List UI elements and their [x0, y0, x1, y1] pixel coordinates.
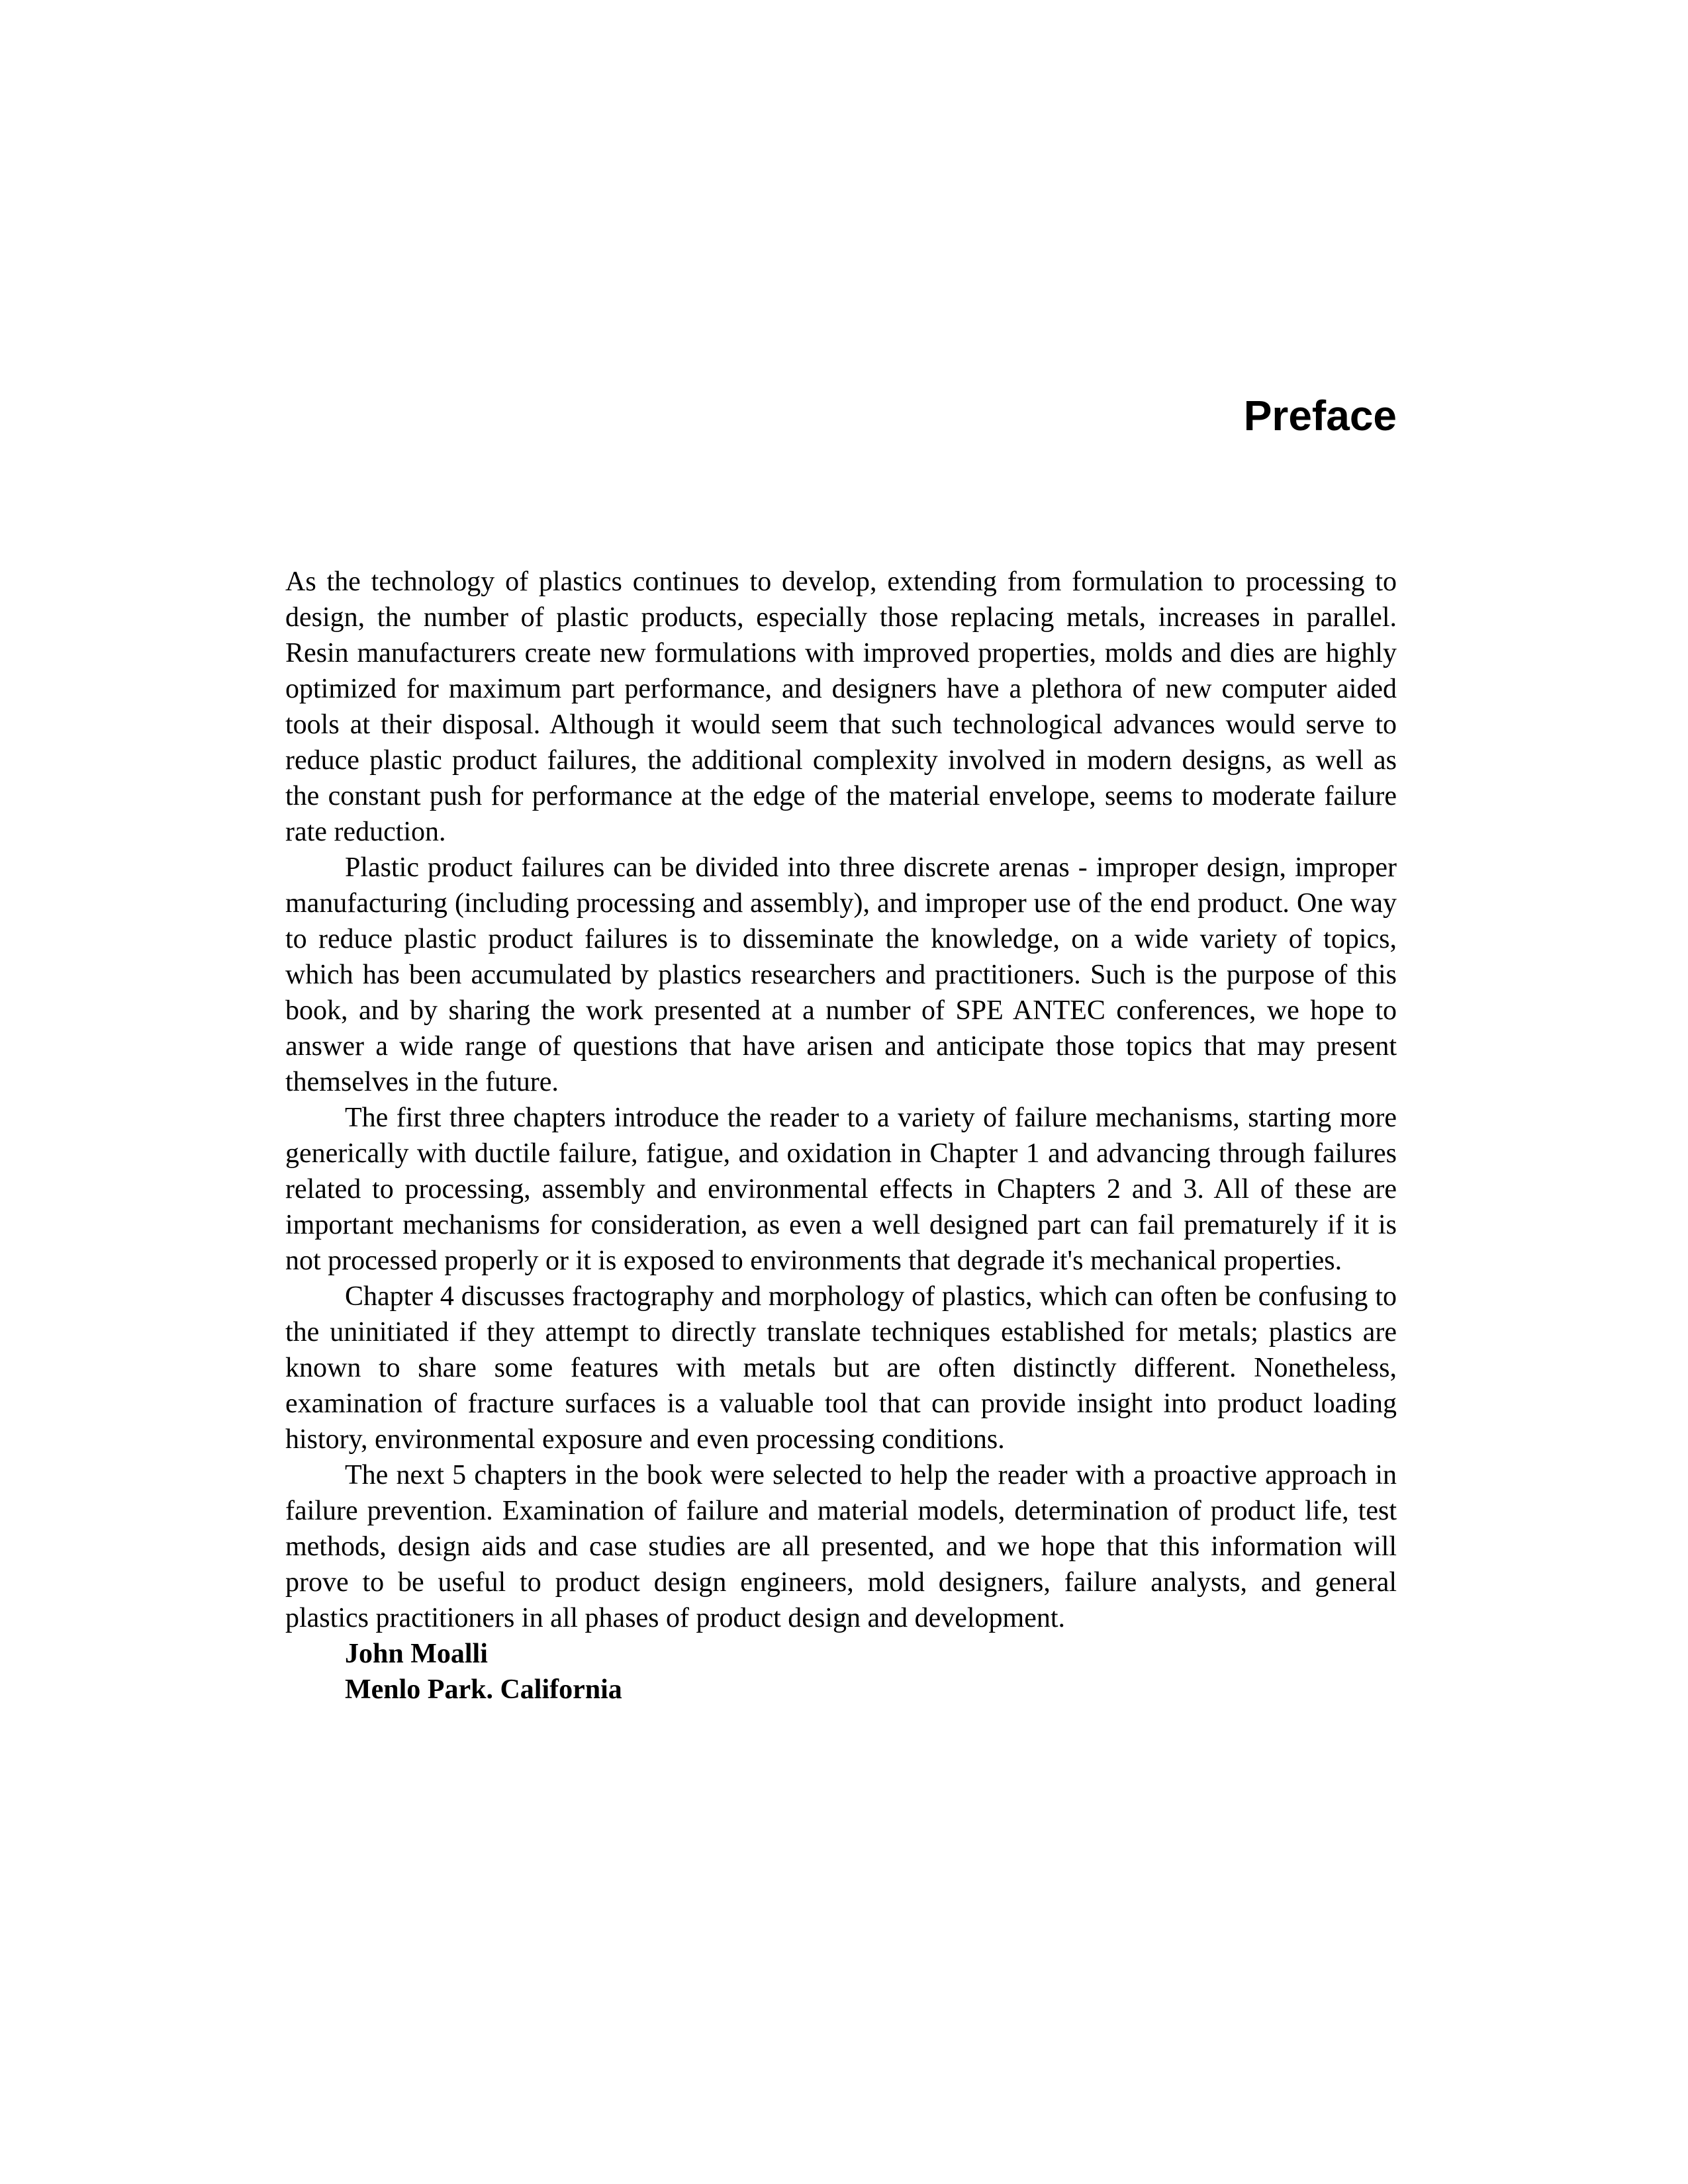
author-name: John Moalli [345, 1639, 488, 1669]
paragraph-2: Plastic product failures can be divided into three discrete arenas - improper design, improper manufacturing (including processing and assembly), and improper use of the end product. One way to reduce plastic product failures is to disseminate the knowledge, on a wide variety of topics, which has been accumulated by plastics researchers and practitioners. Such is the purpose of this book, and by sharing the work presented at a number of SPE ANTEC conferences, we hope to answer a wide range of questions that have arisen and anticipate those topics that may present themselves in the future. [285, 852, 1397, 1097]
page-title: Preface [1243, 392, 1397, 439]
author-location: Menlo Park. California [345, 1674, 622, 1705]
paragraph-4: Chapter 4 discusses fractography and morphology of plastics, which can often be confusing to the uninitiated if they attempt to directly translate techniques established for metals; plastics are known to share some features with metals but are often distinctly different. Nonetheless, examination of fracture surfaces is a valuable tool that can provide insight into product loading history, environmental exposure and even processing conditions. [285, 1281, 1397, 1455]
paragraph-5: The next 5 chapters in the book were selected to help the reader with a proactive approach in failure prevention. Examination of failure and material models, determination of product life, test methods, design aids and case studies are all presented, and we hope that this information will prove to be useful to product design engineers, mold designers, failure analysts, and general plastics practitioners in all phases of product design and development. [285, 1460, 1397, 1633]
preface-body [285, 564, 1397, 1707]
paragraph-3: The first three chapters introduce the reader to a variety of failure mechanisms, starting more generically with ductile failure, fatigue, and oxidation in Chapter 1 and advancing through failures related to processing, assembly and environmental effects in Chapters 2 and 3. All of these are important mechanisms for consideration, as even a well designed part can fail prematurely if it is not processed properly or it is exposed to environments that degrade it's mechanical properties. [285, 1103, 1397, 1276]
signature-block [285, 1636, 1397, 1707]
paragraph-1: As the technology of plastics continues to develop, extending from formulation to processing to design, the number of plastic products, especially those replacing metals, increases in parallel. Resin manufacturers create new formulations with improved properties, molds and dies are highly optimized for maximum part performance, and designers have a plethora of new computer aided tools at their disposal. Although it would seem that such technological advances would serve to reduce plastic product failures, the additional complexity involved in modern designs, as well as the constant push for performance at the edge of the material envelope, seems to moderate failure rate reduction. [285, 567, 1397, 847]
